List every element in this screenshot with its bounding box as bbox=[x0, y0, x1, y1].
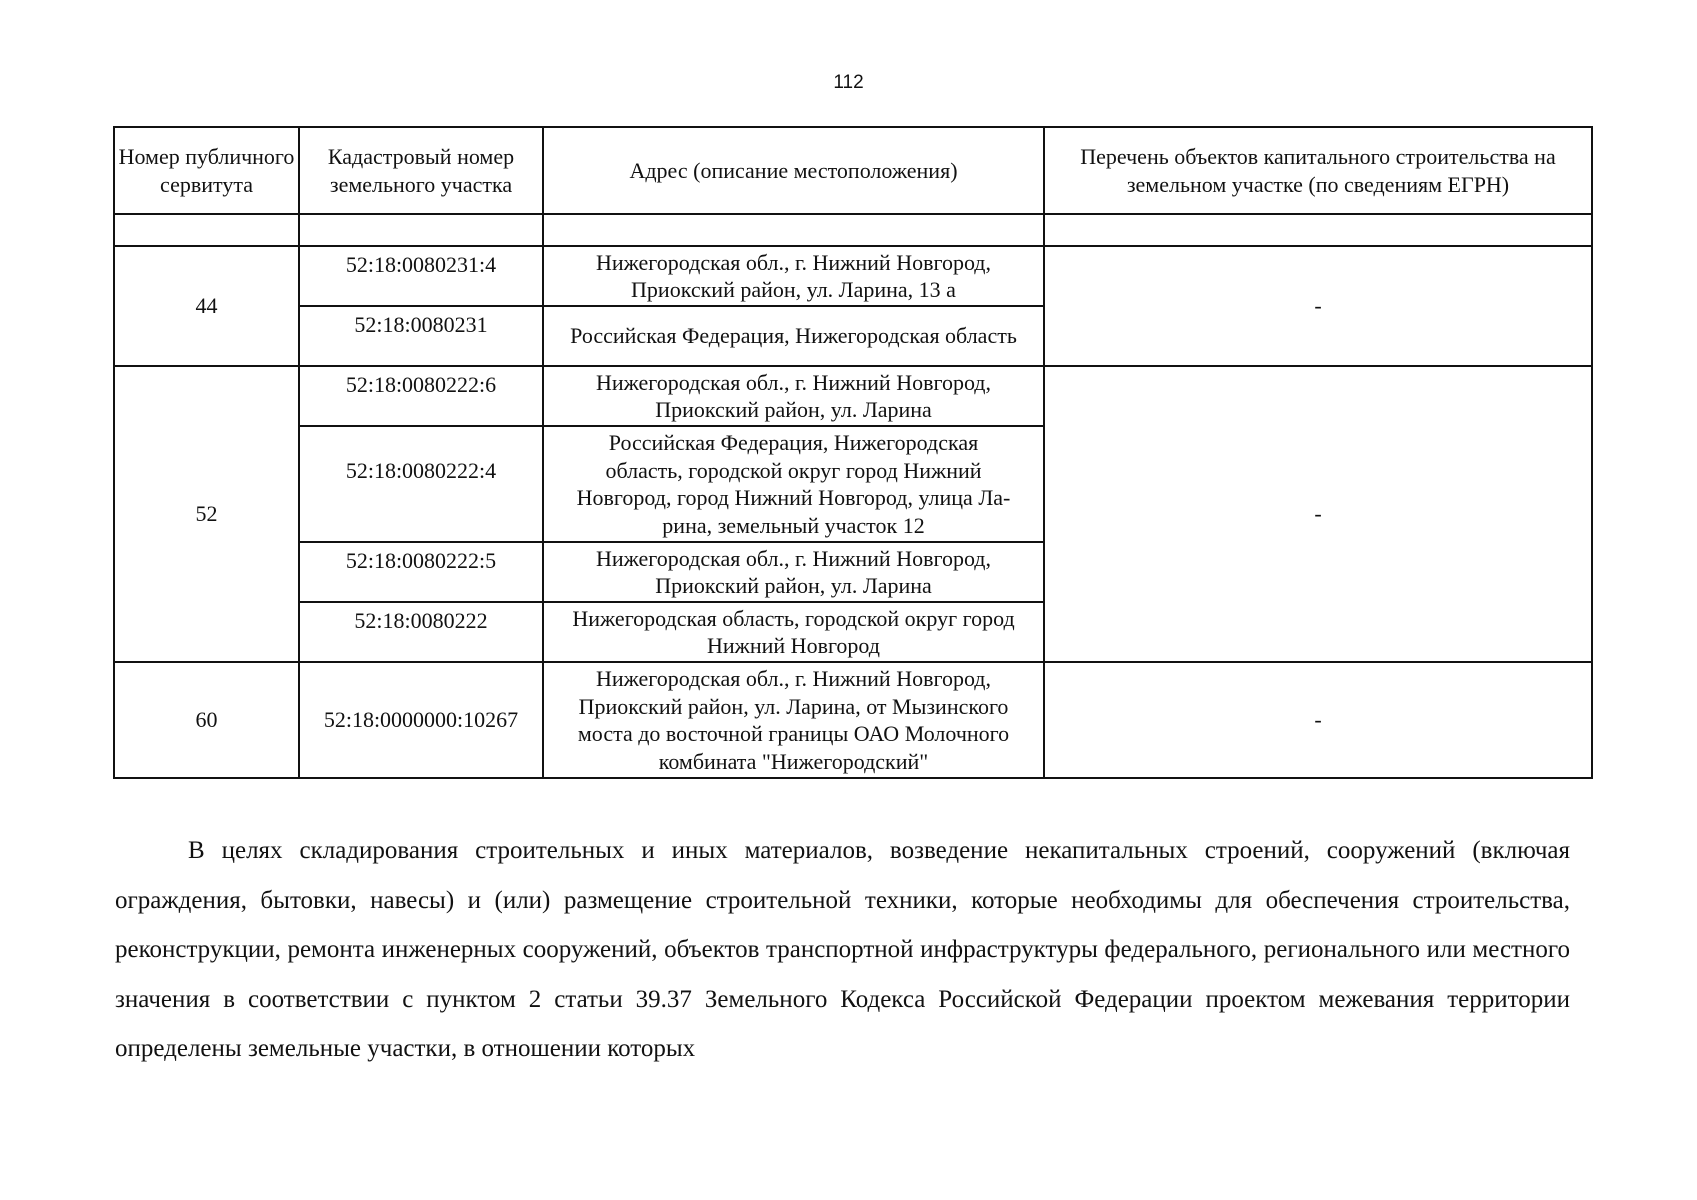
servitude-number-cell: 44 bbox=[114, 246, 299, 366]
table-row bbox=[114, 662, 1592, 778]
header-address: Адрес (описание местоположения) bbox=[543, 127, 1044, 214]
header-servitude-number: Номер публичного сервитута bbox=[114, 127, 299, 214]
table-row bbox=[114, 366, 1592, 426]
header-objects: Перечень объектов капитального строительства на земельном участке (по сведениям ЕГРН) bbox=[1044, 127, 1592, 214]
cadastral-number-cell: 52:18:0080222:4 bbox=[299, 426, 543, 542]
objects-cell: - bbox=[1044, 366, 1592, 662]
address-cell: Нижегородская обл., г. Нижний Новгород, Приокский район, ул. Ларина, от Мызинского моста до восточной границы ОАО Молочного комбината "Нижегородский" bbox=[543, 662, 1044, 778]
table-row bbox=[114, 246, 1592, 306]
cadastral-number-cell: 52:18:0080231:4 bbox=[299, 246, 543, 306]
objects-cell: - bbox=[1044, 662, 1592, 778]
empty-cell bbox=[1044, 214, 1592, 246]
address-cell: Нижегородская обл., г. Нижний Новгород, Приокский район, ул. Ларина bbox=[543, 542, 1044, 602]
servitude-number-cell: 52 bbox=[114, 366, 299, 662]
table-empty-row bbox=[114, 214, 1592, 246]
cadastral-number-cell: 52:18:0080222 bbox=[299, 602, 543, 662]
cadastral-number-cell: 52:18:0080222:6 bbox=[299, 366, 543, 426]
page-number: 112 bbox=[833, 72, 864, 93]
cadastral-number-cell: 52:18:0080222:5 bbox=[299, 542, 543, 602]
servitude-table bbox=[113, 126, 1593, 779]
empty-cell bbox=[543, 214, 1044, 246]
body-paragraph: В целях складирования строительных и иных материалов, возведение некапитальных строений, сооружений (включая ограждения, бытовки, навесы) и (или) размещение строительной техники, которые необходимы для обеспечения строительства, реконструкции, ремонта инженерных сооружений, объектов транспортной инфраструктуры федерального, регионального или местного значения в соответствии с пунктом 2 статьи 39.37 Земельного Кодекса Российской Федерации проектом межевания территории определены земельные участки, в отношении которых bbox=[115, 837, 1570, 1062]
address-cell: Нижегородская область, городской округ город Нижний Новгород bbox=[543, 602, 1044, 662]
cadastral-number-cell: 52:18:0080231 bbox=[299, 306, 543, 366]
servitude-number-cell: 60 bbox=[114, 662, 299, 778]
empty-cell bbox=[114, 214, 299, 246]
objects-cell: - bbox=[1044, 246, 1592, 366]
header-cadastral-number: Кадастровый номер земельного участка bbox=[299, 127, 543, 214]
address-cell: Российская Федерация, Нижегородская область, городской округ город Нижний Новгород, город Нижний Новгород, улица Ла- рина, земельный участок 12 bbox=[543, 426, 1044, 542]
address-cell: Нижегородская обл., г. Нижний Новгород, Приокский район, ул. Ларина, 13 а bbox=[543, 246, 1044, 306]
table-header-row bbox=[114, 127, 1592, 214]
address-cell: Нижегородская обл., г. Нижний Новгород, Приокский район, ул. Ларина bbox=[543, 366, 1044, 426]
address-cell: Российская Федерация, Нижегородская область bbox=[543, 306, 1044, 366]
empty-cell bbox=[299, 214, 543, 246]
cadastral-number-cell: 52:18:0000000:10267 bbox=[299, 662, 543, 778]
